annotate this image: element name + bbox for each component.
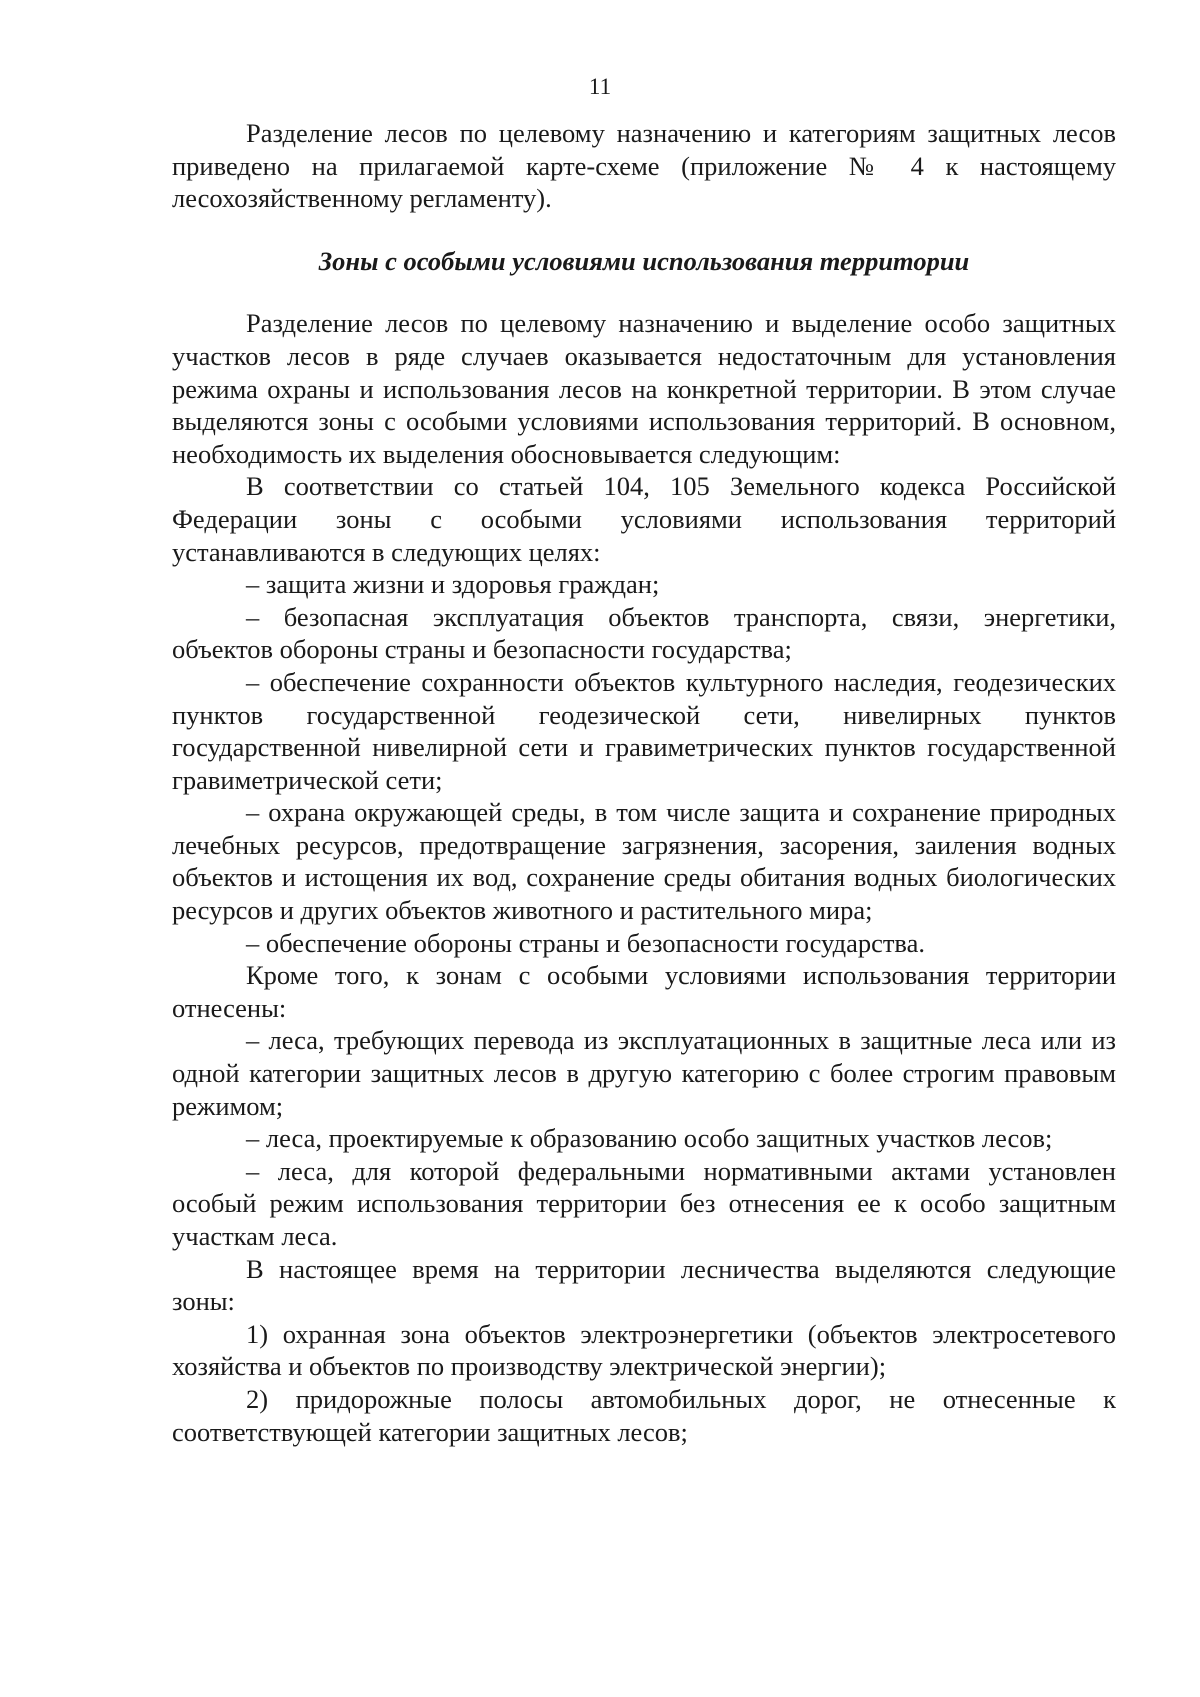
page-number: 11: [588, 74, 612, 99]
list-item: – безопасная эксплуатация объектов транспорта, связи, энергетики, объектов обороны страны и безопасности государства;: [172, 601, 1116, 665]
list-item: – леса, требующих перевода из эксплуатационных в защитные леса или из одной категории защитных лесов в другую категорию с более строгим правовым режимом;: [172, 1025, 1116, 1121]
list-item: – обеспечение сохранности объектов культурного наследия, геодезических пунктов государственной геодезической сети, нивелирных пунктов государственной нивелирной сети и гравиметрических пунктов государственной гравиметрической сети;: [172, 666, 1116, 795]
intro-paragraph: Разделение лесов по целевому назначению и категориям защитных лесов приведено на прилагаемой карте-схеме (приложение № 4 к настоящему лесохозяйственному регламенту).: [172, 118, 1116, 214]
paragraph: В настоящее время на территории лесничества выделяются следующие зоны:: [172, 1253, 1116, 1317]
list-item: – защита жизни и здоровья граждан;: [246, 569, 660, 600]
list-item: – леса, для которой федеральными нормативными актами установлен особый режим использования территории без отнесения ее к особо защитным участкам леса.: [172, 1155, 1116, 1251]
numbered-item: 1) охранная зона объектов электроэнергетики (объектов электросетевого хозяйства и объектов по производству электрической энергии);: [172, 1318, 1116, 1382]
paragraph: Кроме того, к зонам с особыми условиями использования территории отнесены:: [172, 960, 1116, 1023]
paragraph: В соответствии со статьей 104, 105 Земельного кодекса Российской Федерации зоны с особыми условиями использования территорий устанавливаются в следующих целях:: [172, 471, 1116, 567]
section-heading: Зоны с особыми условиями использования территории: [318, 245, 970, 276]
list-item: – леса, проектируемые к образованию особо защитных участков лесов;: [246, 1123, 1053, 1154]
numbered-item: 2) придорожные полосы автомобильных дорог, не отнесенные к соответствующей категории защитных лесов;: [172, 1383, 1116, 1447]
paragraph: Разделение лесов по целевому назначению и выделение особо защитных участков лесов в ряде случаев оказывается недостаточным для установления режима охраны и использования лесов на конкретной территории. В этом случае выделяются зоны с особыми условиями использования территорий. В основном, необходимость их выделения обосновывается следующим:: [172, 308, 1116, 469]
list-item: – обеспечение обороны страны и безопасности государства.: [246, 927, 925, 958]
list-item: – охрана окружающей среды, в том числе защита и сохранение природных лечебных ресурсов, предотвращение загрязнения, засорения, заиления водных объектов и истощения их вод, сохранение среды обитания водных биологических ресурсов и других объектов животного и растительного мира;: [172, 797, 1116, 926]
document-body: [172, 117, 1116, 1448]
